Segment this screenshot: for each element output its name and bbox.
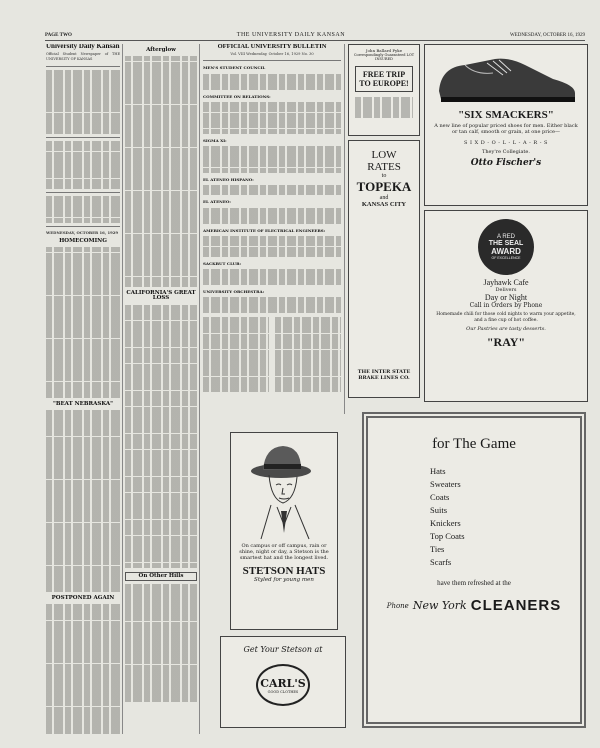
cleaners-item: Scarfs: [430, 557, 452, 567]
trip-sub: Correspondingly Guaranteed LOT INSURED: [353, 53, 415, 61]
stetson-tagline: Styled for young men: [254, 577, 314, 583]
bulletin-item-1: COMMITTEE ON RELATIONS:: [203, 93, 271, 99]
seal-mid: THE SEAL: [488, 240, 524, 247]
topeka-and: and: [379, 195, 389, 201]
bulletin-title: OFFICIAL UNIVERSITY BULLETIN: [217, 44, 327, 50]
cafe-phone: Call in Orders by Phone: [469, 302, 543, 309]
newspaper-name: THE UNIVERSITY DAILY KANSAN: [236, 32, 346, 38]
page-masthead: [45, 30, 585, 41]
topeka-low: LOW: [371, 149, 397, 161]
cleaners-item: Hats: [430, 466, 446, 476]
carls-ad: [220, 636, 346, 728]
man-in-hat-illustration: [231, 433, 337, 543]
shoe-illustration: [425, 45, 587, 109]
topeka-city: TOPEKA: [356, 179, 412, 194]
cleaners-brand-line: [368, 597, 580, 614]
headline-california-loss: CALIFORNIA'S GREAT LOSS: [126, 290, 196, 302]
seal-top: A RED: [496, 234, 515, 240]
cleaners-item: Sweaters: [430, 479, 461, 489]
jayhawk-cafe-ad: [424, 210, 588, 402]
column-editorial-2: [125, 44, 197, 734]
headline-postponed-again: POSTPONED AGAIN: [51, 595, 115, 602]
headline-on-other-hills: On Other Hills: [125, 572, 197, 581]
cleaners-item: Top Coats: [430, 531, 465, 541]
cafe-body: Homemade chili for those cold nights to warm your appetite, and a fine cup of hot coffee.: [436, 312, 576, 323]
stetson-copy: On campus or off campus, rain or shine, night or day, a Stetson is the smartest hat and the longest lived.: [239, 543, 329, 561]
topeka-company: THE INTER STATE BRAKE LINES CO.: [357, 369, 411, 381]
paper-subtitle: Official Student Newspaper of THE UNIVERSITY OF KANSAS: [46, 52, 120, 62]
topeka-to: to: [381, 173, 387, 179]
bulletin-subtitle: Vol. VIII Wednesday, October 16, 1929 No. 30: [230, 52, 314, 57]
seal-foot: OF EXCELLENCE: [491, 256, 521, 260]
red-seal-award-badge: [478, 219, 534, 275]
topeka-kc: KANSAS CITY: [361, 201, 407, 208]
bulletin-item-7: UNIVERSITY ORCHESTRA:: [203, 289, 265, 295]
topeka-rates-ad: [348, 140, 420, 398]
bulletin-item-5: AMERICAN INSTITUTE OF ELECTRICAL ENGINEERS:: [203, 227, 326, 233]
cafe-delivers: Delivers: [495, 287, 517, 293]
issue-date: WEDNESDAY, OCTOBER 16, 1929: [509, 32, 585, 38]
cleaners-item: Ties: [430, 544, 445, 554]
cleaners-refreshed: have them refreshed at the: [437, 579, 511, 587]
seal-bot: AWARD: [491, 247, 521, 256]
shoe-body: A new line of popular priced shoes for men. Either black or tan calf, smooth or grain, at one price—: [434, 123, 578, 135]
cleaners-script: New York: [412, 599, 467, 612]
new-york-cleaners-ad: [362, 412, 586, 728]
stetson-brand: STETSON HATS: [242, 565, 326, 577]
cleaners-item: Coats: [430, 492, 450, 502]
headline-homecoming: HOMECOMING: [59, 238, 107, 244]
trip-top: John Ballard Pyke: [365, 48, 403, 53]
carls-logo: [256, 664, 310, 706]
bulletin-item-6: SACKBUT CLUB:: [203, 261, 242, 267]
cleaners-title: for The Game: [432, 436, 516, 452]
shoe-headline: "SIX SMACKERS": [458, 109, 554, 121]
cafe-pastries: Our Pastries are tasty desserts.: [466, 326, 546, 332]
cleaners-item: Knickers: [430, 518, 461, 528]
topeka-rates: RATES: [367, 161, 401, 173]
carls-headline: Get Your Stetson at: [243, 645, 323, 654]
shoe-price: S I X D - O - L - L - A - R - S: [464, 140, 548, 146]
cleaners-item-list: [430, 465, 580, 569]
page-number: PAGE TWO: [45, 32, 72, 38]
bulletin-item-0: MEN'S STUDENT COUNCIL: [203, 65, 266, 71]
cleaners-phone: Phone: [386, 601, 409, 610]
europe-trip-ad: [348, 44, 420, 136]
cafe-hours: Day or Night: [484, 293, 528, 302]
official-bulletin: [203, 44, 341, 419]
cafe-name: Jayhawk Cafe: [483, 278, 529, 287]
bulletin-item-4: EL ATENEO:: [203, 199, 231, 205]
cleaners-item: Suits: [430, 505, 448, 515]
stetson-hats-ad: [230, 432, 338, 630]
headline-beat-nebraska: "BEAT NEBRASKA": [52, 400, 114, 407]
headline-afterglow: Afterglow: [146, 47, 176, 53]
six-smackers-shoe-ad: [424, 44, 588, 206]
carls-logo-text: CARL'S: [260, 676, 306, 690]
shoe-tag: They're Collegiate.: [482, 149, 530, 155]
shoe-brand: Otto Fischer's: [470, 158, 542, 168]
carls-logo-sub: GOOD CLOTHES: [267, 689, 299, 694]
paper-title: University Daily Kansan: [46, 44, 120, 50]
bulletin-item-2: SIGMA XI:: [203, 137, 227, 143]
column-editorial-1: [46, 44, 120, 734]
bulletin-item-3: EL ATENEO HISPANO:: [203, 176, 254, 182]
cleaners-brand: CLEANERS: [470, 597, 562, 614]
editorial-date: WEDNESDAY, OCTOBER 16, 1929: [46, 229, 119, 235]
cafe-ray-sign: "RAY": [486, 335, 526, 349]
trip-banner: FREE TRIP TO EUROPE!: [355, 66, 413, 92]
